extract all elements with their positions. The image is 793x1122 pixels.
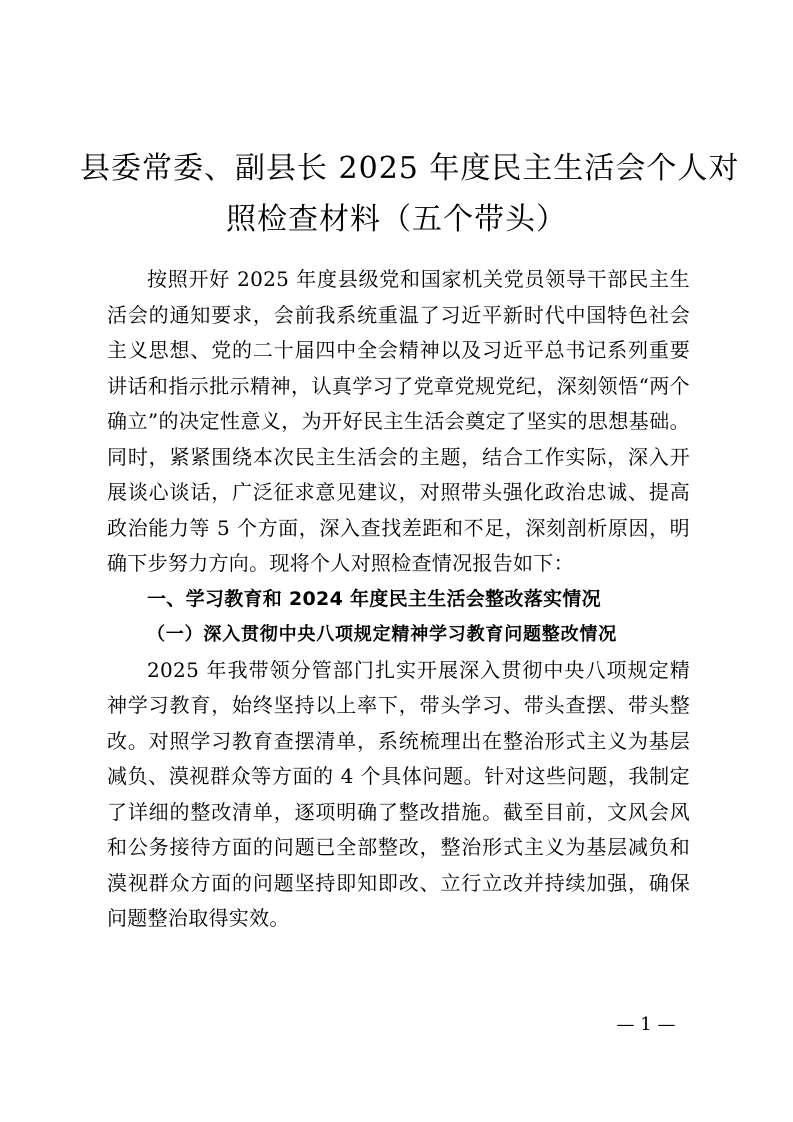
page-number: — 1 — [616,1014,676,1035]
section-heading: 一、学习教育和 2024 年度民主生活会整改落实情况 [147,587,601,610]
document-body [107,262,690,937]
title-line-2: 照检查材料（五个带头） [226,202,567,237]
subsection-paragraph: 2025 年我带领分管部门扎实开展深入贯彻中央八项规定精神学习教育，始终坚持以上率下，带头学习、带头查摆、带头整改。对照学习教育查摆清单，系统梳理出在整治形式主义为基层减负、漠视群众等方面的 4 个具体问题。针对这些问题，我制定了详细的整改清单，逐项明确了整改措施。截至目前，文风会风和公务接待方面的问题已全部整改，整治形式主义为基层减负和漠视群众方面的问题坚持即知即改、立行立改并持续加强，确保问题整治取得实效。 [107,657,690,930]
intro-paragraph: 按照开好 2025 年度县级党和国家机关党员领导干部民主生活会的通知要求，会前我系统重温了习近平新时代中国特色社会主义思想、党的二十届四中全会精神以及习近平总书记系列重要讲话和指示批示精神，认真学习了党章党规党纪，深刻领悟“两个确立”的决定性意义，为开好民主生活会奠定了坚实的思想基础。同时，紧紧围绕本次民主生活会的主题，结合工作实际，深入开展谈心谈话，广泛征求意见建议，对照带头强化政治忠诚、提高政治能力等 5 个方面，深入查找差距和不足，深刻剖析原因，明确下步努力方向。现将个人对照检查情况报告如下： [107,267,690,575]
subsection-heading: （一）深入贯彻中央八项规定精神学习教育问题整改情况 [147,624,617,645]
document-title [80,143,740,245]
title-line-1: 县委常委、副县长 2025 年度民主生活会个人对 [80,151,740,186]
